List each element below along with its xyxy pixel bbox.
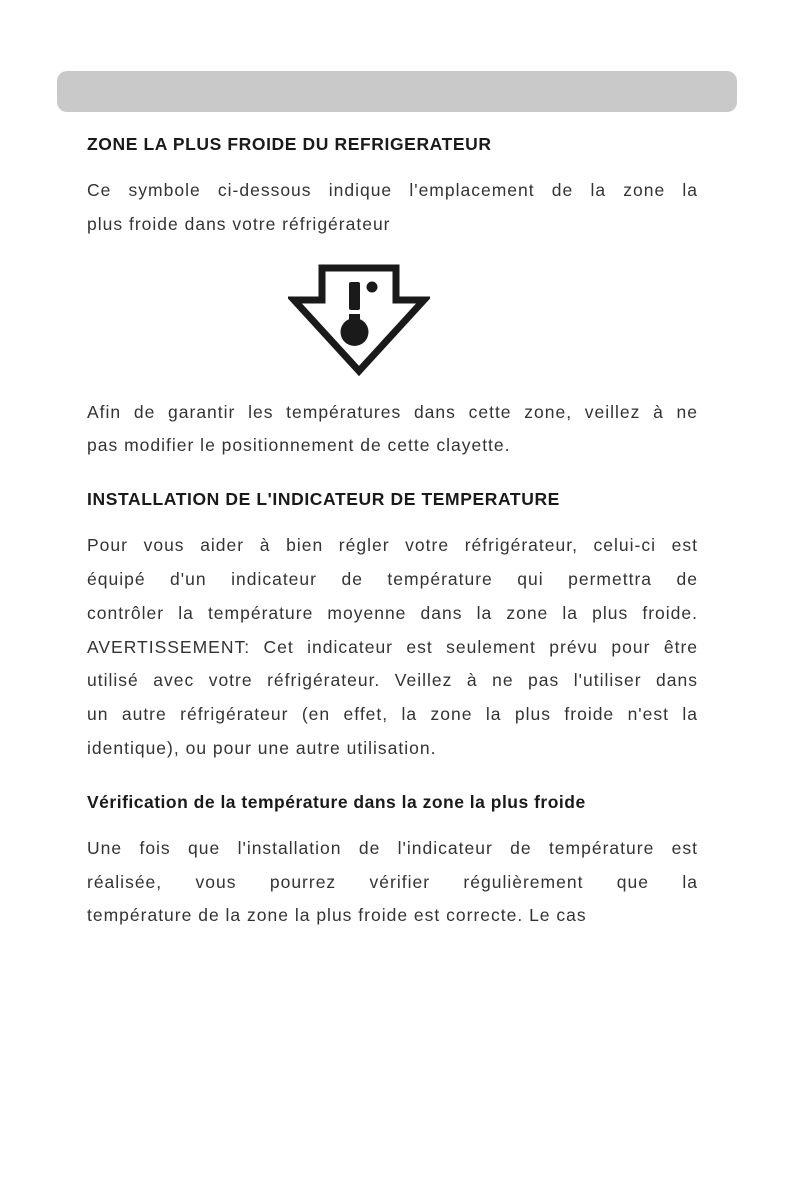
temperature-check-text xyxy=(87,832,698,933)
coldest-zone-warning xyxy=(87,396,698,464)
text-line: pas modifier le positionnement de cette clayette. xyxy=(87,435,511,456)
section-title-coldest-zone: ZONE LA PLUS FROIDE DU REFRIGERATEUR xyxy=(87,134,492,154)
text-line: réalisée, vous pourrez vérifier régulièrement que la xyxy=(87,871,698,892)
text-line: un autre réfrigérateur (en effet, la zone la plus froide n'est la xyxy=(87,704,698,725)
text-line: Pour vous aider à bien régler votre réfrigérateur, celui-ci est xyxy=(87,535,698,556)
text-line: contrôler la température moyenne dans la zone la plus froide. xyxy=(87,602,698,623)
coldest-zone-intro xyxy=(87,174,698,242)
coldest-zone-arrow-thermometer-icon xyxy=(288,264,430,376)
indicator-installation-text xyxy=(87,529,698,766)
text-line: utilisé avec votre réfrigérateur. Veillez à ne pas l'utiliser dans xyxy=(87,670,698,691)
text-line: Afin de garantir les températures dans cette zone, veillez à ne xyxy=(87,401,698,422)
text-line: Ce symbole ci-dessous indique l'emplacement de la zone la xyxy=(87,180,698,200)
text-line: AVERTISSEMENT: Cet indicateur est seulement prévu pour être xyxy=(87,636,698,657)
text-line: identique), ou pour une autre utilisation. xyxy=(87,737,437,758)
text-line: plus froide dans votre réfrigérateur xyxy=(87,213,391,234)
text-line: Une fois que l'installation de l'indicateur de température est xyxy=(87,837,698,858)
document-body xyxy=(87,130,698,933)
section-title-indicator-installation: INSTALLATION DE L'INDICATEUR DE TEMPERATURE xyxy=(87,489,560,510)
text-line: température de la zone la plus froide est correcte. Le cas xyxy=(87,905,587,926)
coldest-zone-symbol xyxy=(87,264,698,380)
header-bar xyxy=(57,71,737,112)
section-title-temperature-check: Vérification de la température dans la zone la plus froide xyxy=(87,791,586,812)
text-line: équipé d'un indicateur de température qui permettra de xyxy=(87,568,698,589)
